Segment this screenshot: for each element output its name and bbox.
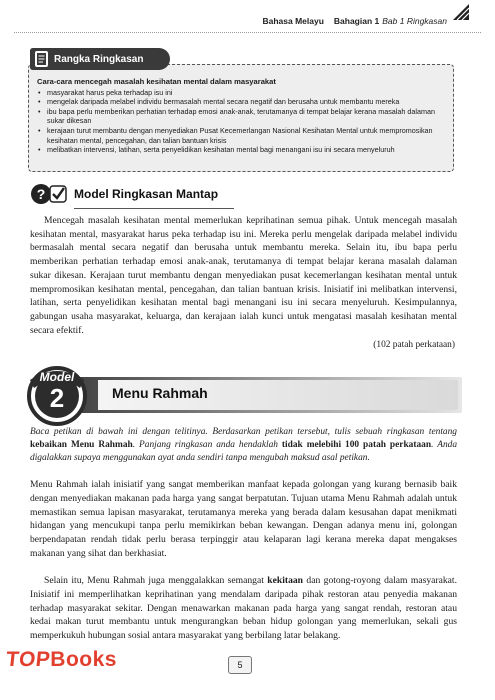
list-item: • melibatkan intervensi, latihan, serta penyelidikan kesihatan mental bagi menangani isu ini secara menyeluruh <box>37 145 445 155</box>
instr-text: Baca petikan di bawah ini dengan telitinya. Berdasarkan petikan tersebut, tulis sebuah ringkasan tentang <box>30 427 457 437</box>
model-summary-paragraph: Mencegah masalah kesihatan mental memerlukan keprihatinan semua pihak. Untuk mencegah masalah kesihatan mental, masyarakat harus peka terhadap isu ini. Mereka perlu mengelak daripada melabel individu bermasalah mental secara negatif dan berusaha untuk membantu mereka. Selain itu, ibu bapa perlu memberikan perhatian terhadap emosi anak-anak, terutamanya di tempat belajar kerana masalah dalaman sukar dikesan. Kerajaan turut membantu dengan menyediakan pusat kecemerlangan kesihatan mental untuk mempromosikan kesihatan mental, pencegahan, dan talian bantuan krisis. Inisiatif ini melibatkan intervensi, latihan, serta penyelidikan kesihatan mental bagi menangani isu ini secara menyeluruh. Kesimpulannya, gabungan usaha masyarakat, keluarga, dan kerajaan ialah kunci untuk mengatasi masalah kesihatan mental secara efektif. <box>30 215 457 336</box>
mantap-heading <box>30 180 280 208</box>
svg-text:?: ? <box>36 186 46 202</box>
list-item: • ibu bapa perlu memberikan perhatian terhadap emosi anak-anak, terutamanya di tempat belajar kerana masalah dalaman sukar dikesan <box>37 107 445 126</box>
passage-bold: kekitaan <box>267 575 304 586</box>
instructions <box>30 426 457 466</box>
badge-number: 2 <box>49 383 65 413</box>
watermark-word: TOP <box>4 648 52 671</box>
document-list-icon <box>34 50 50 68</box>
rangka-title: Cara-cara mencegah masalah kesihatan mental dalam masyarakat <box>37 77 276 86</box>
passage-text: dan gotong-royong dalam masyarakat. Inisiatif ini memperlihatkan keprihatinan yang mendalam daripada pihak restoran atau penyedia makanan terhadap masyarakat sekitar. Dengan menawarkan makanan pada harga yang sangat rendah, restoran atau kedai makan turut membantu untuk mengurangkan beban hidup golongan yang memerlukan, sekali gus memperkukuh hubungan sosial antara masyarakat yang berbilang latar belakang. <box>30 575 457 642</box>
rangka-tab-label: Rangka Ringkasan <box>54 53 144 65</box>
model-title: Menu Rahmah <box>112 385 208 401</box>
title-underline <box>74 205 234 209</box>
list-item: • kerajaan turut membantu dengan menyediakan Pusat Kecemerlangan Nasional Kesihatan Mental untuk mempromosikan kesihatan mental, pencegahan, dan talian bantuan krisis <box>37 126 445 145</box>
header-chapter: Bab 1 Ringkasan <box>382 16 447 26</box>
list-item: • mengelak daripada melabel individu bermasalah mental secara negatif dan berusaha untuk membantu mereka <box>37 97 445 107</box>
header-subject: Bahasa Melayu <box>262 16 324 26</box>
watermark-word: Books <box>50 648 117 671</box>
instr-text: . Panjang ringkasan anda hendaklah <box>132 440 282 451</box>
instr-topic: kebaikan Menu Rahmah <box>30 440 133 451</box>
instr-limit: tidak melebihi 100 patah perkataan <box>281 440 432 451</box>
passage-paragraph-2 <box>30 574 457 643</box>
model-number-badge <box>22 358 92 428</box>
passage-paragraph-1: Menu Rahmah ialah inisiatif yang sangat memberikan manfaat kepada golongan yang kurang bernasib baik dengan menyediakan makanan pada harga yang sangat berpatutan. Tujuan utama Menu Rahmah adalah untuk memastikan semua lapisan masyarakat, terutamanya mereka yang berada dalam kesusahan dapat menikmati hidangan yang mencukupi tanpa perlu memikirkan beban kewangan. Dengan adanya menu ini, golongan berpendapatan rendah tidak perlu berasa terpinggir atau kelaparan lagi kerana mereka dapat mengakses makanan yang sihat dan berkhasiat. <box>30 479 457 559</box>
topbooks-watermark-logo <box>6 648 117 676</box>
instr-text: . Anda digalakkan supaya menggunakan ayat anda sendiri tanpa mengubah maksud asal petikan. <box>30 440 458 464</box>
passage-text: Selain itu, Menu Rahmah juga menggalakkan semangat <box>44 575 268 586</box>
list-item: • masyarakat harus peka terhadap isu ini <box>37 88 445 98</box>
question-check-icon <box>30 181 68 207</box>
section-title: Model Ringkasan Mantap <box>74 187 219 201</box>
rangka-ringkasan-tab <box>30 48 170 70</box>
header-section: Bahagian 1 <box>333 16 380 26</box>
word-count: (102 patah perkataan) <box>373 340 455 350</box>
running-header <box>0 8 495 34</box>
rangka-ringkasan-box <box>28 64 454 172</box>
rangka-list <box>37 88 445 155</box>
badge-word: Model <box>39 370 75 384</box>
signal-stripes-icon <box>451 4 469 20</box>
page-number: 5 <box>228 656 252 674</box>
header-divider <box>14 32 481 33</box>
